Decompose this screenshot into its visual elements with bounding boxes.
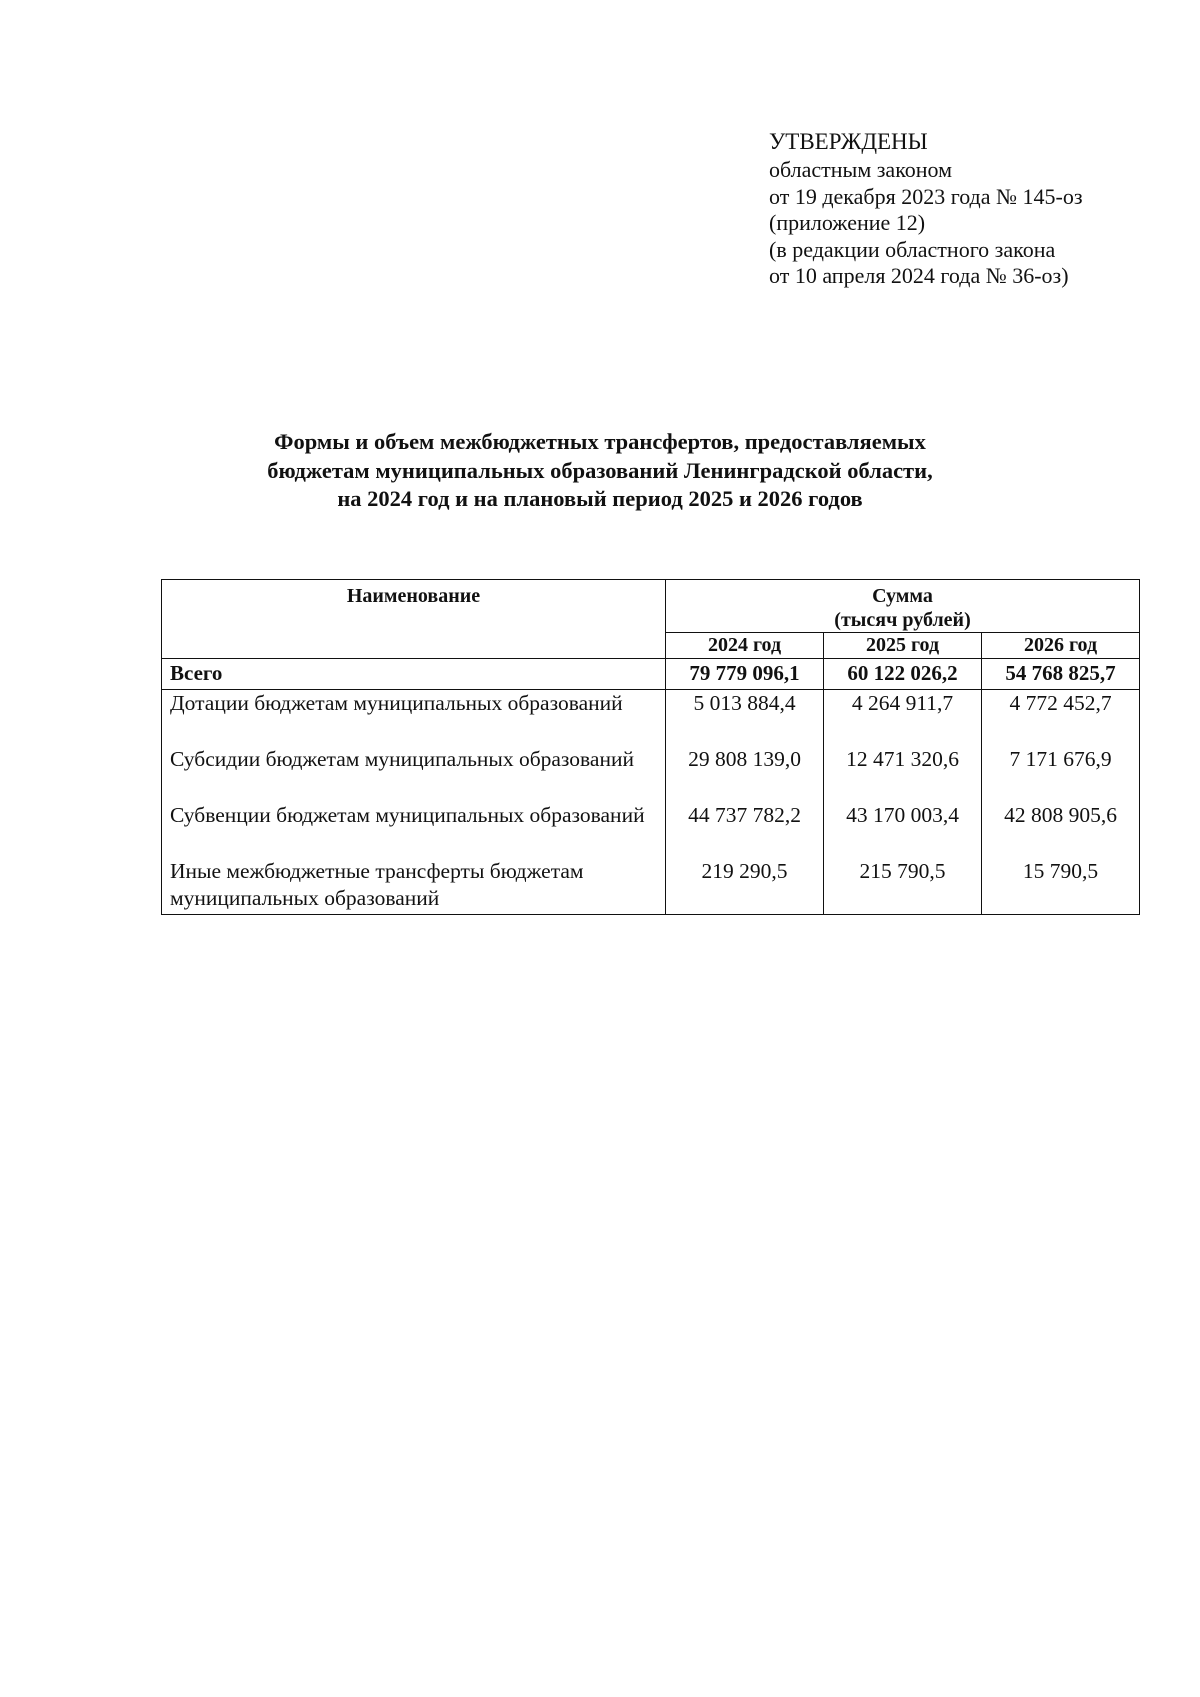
table-row [162, 858, 1140, 915]
row-label: Субсидии бюджетам муниципальных образований [162, 746, 666, 802]
row-value: 43 170 003,4 [824, 802, 982, 858]
row-value: 4 772 452,7 [982, 690, 1140, 747]
header-year: 2026 год [982, 633, 1140, 659]
document-title-line: на 2024 год и на плановый период 2025 и 2026 годов [337, 486, 863, 511]
approval-block [769, 127, 1083, 290]
transfers-table [161, 579, 1140, 915]
row-value: 60 122 026,2 [824, 659, 982, 690]
approval-line: от 10 апреля 2024 года № 36-оз) [769, 263, 1069, 288]
row-value: 12 471 320,6 [824, 746, 982, 802]
row-value: 44 737 782,2 [666, 802, 824, 858]
document-title-line: бюджетам муниципальных образований Ленинградской области, [267, 457, 933, 483]
row-value: 219 290,5 [666, 858, 824, 915]
header-year: 2024 год [666, 633, 824, 659]
table-row [162, 746, 1140, 802]
row-value: 215 790,5 [824, 858, 982, 915]
row-value: 42 808 905,6 [982, 802, 1140, 858]
approval-line: (приложение 12) [769, 210, 926, 235]
approval-line: (в редакции областного закона [769, 236, 1056, 262]
table-row-total [162, 659, 1140, 690]
row-value: 7 171 676,9 [982, 746, 1140, 802]
approval-line: от 19 декабря 2023 года № 145-оз [769, 183, 1083, 209]
document-title-line: Формы и объем межбюджетных трансфертов, предоставляемых [274, 429, 926, 454]
row-label: Всего [162, 659, 666, 690]
row-value: 4 264 911,7 [824, 690, 982, 747]
approval-line: областным законом [769, 157, 953, 182]
approval-title: УТВЕРЖДЕНЫ [769, 129, 928, 154]
row-label: Субвенции бюджетам муниципальных образований [162, 802, 666, 858]
row-value: 79 779 096,1 [666, 659, 824, 690]
row-value: 29 808 139,0 [666, 746, 824, 802]
header-year: 2025 год [824, 633, 982, 659]
document-title [150, 428, 1050, 514]
row-label: Иные межбюджетные трансферты бюджетам муниципальных образований [162, 858, 666, 915]
table-row [162, 802, 1140, 858]
header-sum-label: Сумма [872, 585, 933, 607]
row-value: 15 790,5 [982, 858, 1140, 915]
row-value: 5 013 884,4 [666, 690, 824, 747]
row-label: Дотации бюджетам муниципальных образований [162, 690, 666, 747]
header-sum [666, 580, 1140, 633]
header-name: Наименование [162, 580, 666, 659]
header-sum-units: (тысяч рублей) [834, 609, 971, 631]
row-value: 54 768 825,7 [982, 659, 1140, 690]
table-row [162, 690, 1140, 747]
